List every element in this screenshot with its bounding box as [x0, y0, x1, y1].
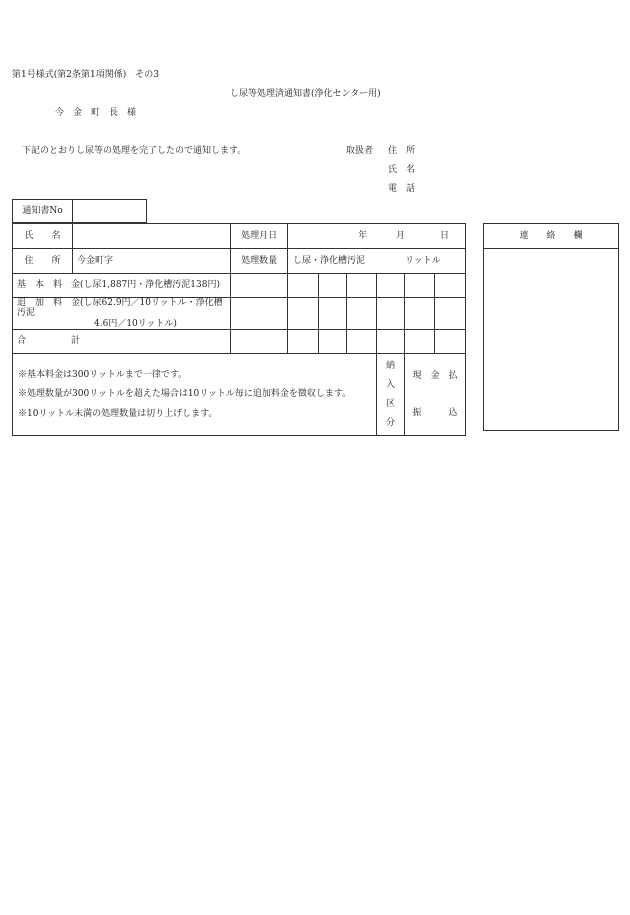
handler-name-label: 氏 名	[388, 165, 416, 175]
total-amount-7[interactable]	[434, 330, 465, 354]
liter-label: リットル	[405, 256, 441, 266]
address-value: 今金町字	[76, 255, 113, 266]
main-table	[12, 223, 466, 436]
note-2: ※処理数量が300リットルを超えた場合は10リットル毎に追加料金を徴収します。	[18, 389, 352, 400]
additional-fee-amount-7[interactable]	[434, 298, 465, 330]
document-title: し尿等処理済通知書(浄化センター用)	[230, 89, 381, 99]
notes-cell	[13, 354, 377, 436]
form-reference: 第1号様式(第2条第1項関係) その3	[12, 70, 159, 80]
payment-cash-option[interactable]: 現 金 払	[412, 371, 458, 382]
payment-char-1: 納	[386, 360, 396, 371]
additional-fee-line-2: 4.6円／10リットル)	[94, 318, 177, 329]
payment-char-4: 分	[386, 417, 396, 428]
address-field[interactable]	[72, 249, 230, 274]
contact-label: 連 絡 欄	[484, 224, 619, 249]
note-1: ※基本料金は300リットルまで一律です。	[18, 370, 188, 381]
address-label: 住 所	[13, 249, 73, 274]
handler-phone-label: 電 話	[388, 184, 416, 194]
notice-number-box	[12, 199, 147, 223]
payment-transfer-option[interactable]: 振 込	[412, 407, 458, 418]
contact-field[interactable]	[484, 249, 619, 431]
total-amount-2[interactable]	[288, 330, 319, 354]
processing-qty-field[interactable]	[288, 249, 466, 274]
basic-fee-amount-2[interactable]	[288, 274, 319, 298]
total-amount-1[interactable]	[231, 330, 288, 354]
total-amount-5[interactable]	[376, 330, 404, 354]
additional-fee-line-1: 追 加 料 金(し尿62.9円／10リットル・浄化槽汚泥	[17, 298, 223, 319]
name-field[interactable]	[72, 224, 230, 249]
payment-options	[405, 354, 466, 436]
payment-category-label	[376, 354, 404, 436]
notice-number-field[interactable]	[73, 200, 147, 223]
processing-qty-label: 処理数量	[231, 249, 288, 274]
note-3: ※10リットル未満の処理数量は切り上げします。	[18, 408, 218, 419]
additional-fee-amount-5[interactable]	[376, 298, 404, 330]
basic-fee-label: 基 本 料 金(し尿1,887円・浄化槽汚泥138円)	[13, 274, 231, 298]
processing-date-field[interactable]	[288, 224, 466, 249]
notice-number-label: 通知書No	[13, 200, 73, 223]
day-label: 日	[440, 231, 450, 241]
month-label: 月	[396, 231, 406, 241]
processing-date-label: 処理月日	[231, 224, 288, 249]
payment-char-2: 入	[386, 379, 396, 390]
year-label: 年	[358, 231, 368, 241]
payment-char-3: 区	[386, 398, 396, 409]
addressee: 今 金 町 長 様	[55, 108, 137, 118]
additional-fee-amount-4[interactable]	[347, 298, 377, 330]
additional-fee-amount-6[interactable]	[405, 298, 434, 330]
total-label: 合 計	[13, 330, 231, 354]
additional-fee-amount-3[interactable]	[318, 298, 347, 330]
total-amount-6[interactable]	[405, 330, 434, 354]
handler-label: 取扱者	[346, 146, 374, 156]
basic-fee-amount-5[interactable]	[376, 274, 404, 298]
contact-box	[483, 223, 619, 431]
additional-fee-label	[13, 298, 231, 330]
name-label: 氏 名	[13, 224, 73, 249]
basic-fee-amount-7[interactable]	[434, 274, 465, 298]
basic-fee-amount-6[interactable]	[405, 274, 434, 298]
additional-fee-amount-2[interactable]	[288, 298, 319, 330]
basic-fee-amount-4[interactable]	[347, 274, 377, 298]
total-amount-4[interactable]	[347, 330, 377, 354]
handler-address-label: 住 所	[388, 146, 416, 156]
total-amount-3[interactable]	[318, 330, 347, 354]
basic-fee-amount-1[interactable]	[231, 274, 288, 298]
intro-text: 下記のとおりし尿等の処理を完了したので通知します。	[22, 146, 247, 156]
additional-fee-amount-1[interactable]	[231, 298, 288, 330]
basic-fee-amount-3[interactable]	[318, 274, 347, 298]
processing-qty-value: し尿・浄化槽汚泥	[293, 256, 366, 266]
